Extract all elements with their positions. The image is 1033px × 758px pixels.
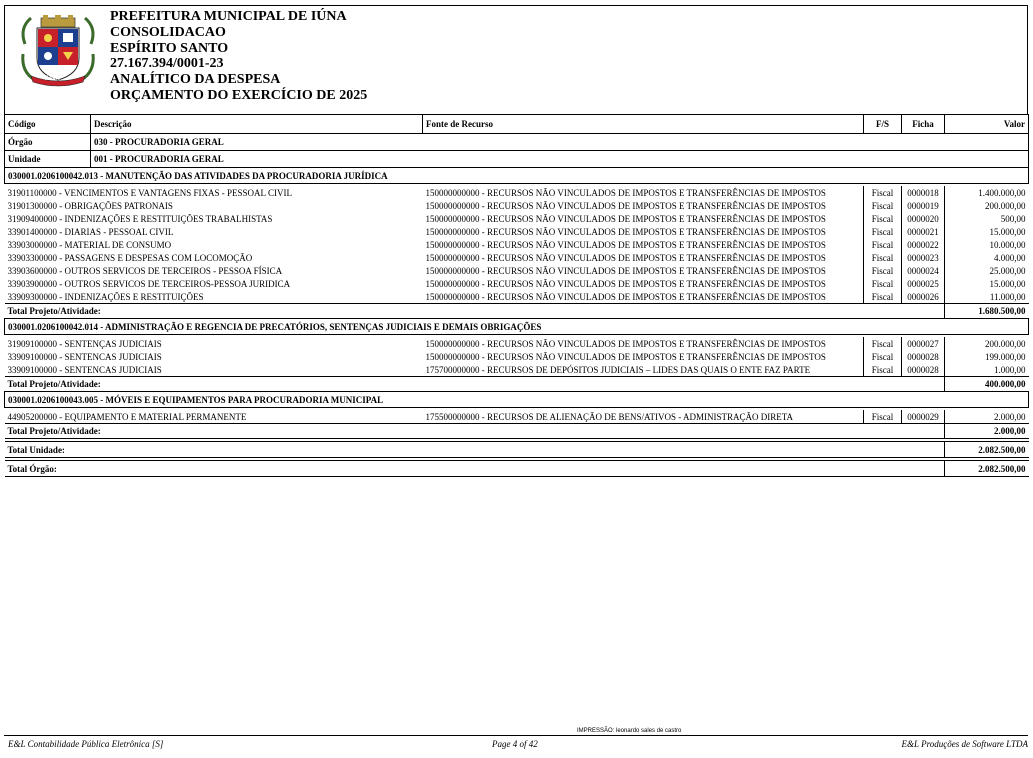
project-code: 030001.0206100042.014 [8, 321, 98, 332]
resource-source: 150000000000 - RECURSOS NÃO VINCULADOS DE IMPOSTOS E TRANSFERÊNCIAS DE IMPOSTOS [425, 200, 826, 211]
orgao-value: 030 - PROCURADORIA GERAL [91, 134, 1029, 151]
ficha-number: 0000022 [902, 238, 945, 251]
project-row [5, 392, 1029, 408]
col-fonte: Fonte de Recurso [423, 115, 864, 134]
project-total-value: 2.000,00 [945, 424, 1029, 439]
resource-source: 150000000000 - RECURSOS NÃO VINCULADOS DE IMPOSTOS E TRANSFERÊNCIAS DE IMPOSTOS [425, 252, 826, 263]
table-row [5, 337, 1029, 350]
unidade-row [5, 151, 1029, 168]
fs-type: Fiscal [864, 290, 902, 304]
fs-type: Fiscal [864, 251, 902, 264]
orgao-label: Órgão [5, 134, 91, 151]
orgao-total-value: 2.082.500,00 [945, 461, 1029, 477]
footer-divider [4, 735, 1028, 736]
table-row [5, 186, 1029, 199]
expense-table [4, 114, 1029, 477]
fs-type: Fiscal [864, 212, 902, 225]
resource-source: 150000000000 - RECURSOS NÃO VINCULADOS DE IMPOSTOS E TRANSFERÊNCIAS DE IMPOSTOS [425, 239, 826, 250]
resource-source: 175500000000 - RECURSOS DE ALIENAÇÃO DE BENS/ATIVOS - ADMINISTRAÇÃO DIRETA [425, 411, 794, 422]
cnpj-number: 27.167.394/0001-23 [110, 56, 224, 72]
amount-value: 1.400.000,00 [945, 186, 1029, 199]
expense-description: 31901300000 - OBRIGAÇÕES PATRONAIS [7, 200, 173, 211]
project-code: 030001.0206100042.013 [8, 170, 98, 181]
project-name: - ADMINISTRAÇÃO E REGENCIA DE PRECATÓRIOS, SENTENÇAS JUDICIAIS E DEMAIS OBRIGAÇÕES [98, 321, 542, 332]
table-row [5, 350, 1029, 363]
resource-source: 150000000000 - RECURSOS NÃO VINCULADOS DE IMPOSTOS E TRANSFERÊNCIAS DE IMPOSTOS [425, 338, 826, 349]
fs-type: Fiscal [864, 225, 902, 238]
amount-value: 11.000,00 [945, 290, 1029, 304]
col-valor: Valor [945, 115, 1029, 134]
report-header [4, 5, 1028, 114]
footer-company: E&L Produções de Software LTDA [901, 739, 1028, 749]
unidade-label: Unidade [5, 151, 91, 168]
fs-type: Fiscal [864, 350, 902, 363]
project-code: 030001.0206100043.005 [8, 394, 98, 405]
resource-source: 150000000000 - RECURSOS NÃO VINCULADOS DE IMPOSTOS E TRANSFERÊNCIAS DE IMPOSTOS [425, 187, 826, 198]
ficha-number: 0000027 [902, 337, 945, 350]
project-total-label: Total Projeto/Atividade: [5, 424, 945, 439]
project-total-label: Total Projeto/Atividade: [5, 377, 945, 392]
expense-description: 33903000000 - MATERIAL DE CONSUMO [7, 239, 172, 250]
resource-source: 175700000000 - RECURSOS DE DEPÓSITOS JUDICIAIS – LIDES DAS QUAIS O ENTE FAZ PARTE [425, 364, 811, 375]
fs-type: Fiscal [864, 186, 902, 199]
unidade-value: 001 - PROCURADORIA GERAL [91, 151, 1029, 168]
resource-source: 150000000000 - RECURSOS NÃO VINCULADOS DE IMPOSTOS E TRANSFERÊNCIAS DE IMPOSTOS [425, 351, 826, 362]
expense-description: 31901100000 - VENCIMENTOS E VANTAGENS FIXAS - PESSOAL CIVIL [7, 187, 292, 198]
project-title [5, 168, 1029, 184]
expense-description: 33909100000 - SENTENCAS JUDICIAIS [7, 364, 162, 375]
budget-year: ORÇAMENTO DO EXERCÍCIO DE 2025 [110, 87, 368, 103]
project-name: - MANUTENÇÃO DAS ATIVIDADES DA PROCURADORIA JURÍDICA [98, 170, 388, 181]
project-row [5, 319, 1029, 335]
table-row [5, 290, 1029, 304]
ficha-number: 0000028 [902, 363, 945, 377]
amount-value: 1.000,00 [945, 363, 1029, 377]
ficha-number: 0000021 [902, 225, 945, 238]
amount-value: 200.000,00 [945, 199, 1029, 212]
project-name: - MÓVEIS E EQUIPAMENTOS PARA PROCURADORIA MUNICIPAL [98, 394, 384, 405]
table-row [5, 410, 1029, 424]
resource-source: 150000000000 - RECURSOS NÃO VINCULADOS DE IMPOSTOS E TRANSFERÊNCIAS DE IMPOSTOS [425, 291, 826, 302]
expense-description: 44905200000 - EQUIPAMENTO E MATERIAL PERMANENTE [7, 411, 247, 422]
col-descricao: Descrição [91, 115, 423, 134]
table-row [5, 363, 1029, 377]
ficha-number: 0000025 [902, 277, 945, 290]
amount-value: 25.000,00 [945, 264, 1029, 277]
amount-value: 2.000,00 [945, 410, 1029, 424]
fs-type: Fiscal [864, 337, 902, 350]
ficha-number: 0000026 [902, 290, 945, 304]
report-page [4, 5, 1028, 477]
column-header-row [5, 115, 1029, 134]
fs-type: Fiscal [864, 410, 902, 424]
expense-description: 33901400000 - DIARIAS - PESSOAL CIVIL [7, 226, 174, 237]
table-row [5, 225, 1029, 238]
project-total-label: Total Projeto/Atividade: [5, 304, 945, 319]
orgao-total-label: Total Órgão: [5, 461, 945, 477]
table-row [5, 277, 1029, 290]
print-user: IMPRESSÃO: leonardo sales de castro [577, 728, 682, 734]
project-total-row [5, 377, 1029, 392]
resource-source: 150000000000 - RECURSOS NÃO VINCULADOS DE IMPOSTOS E TRANSFERÊNCIAS DE IMPOSTOS [425, 265, 826, 276]
amount-value: 200.000,00 [945, 337, 1029, 350]
expense-description: 33903900000 - OUTROS SERVICOS DE TERCEIROS-PESSOA JURIDICA [7, 278, 291, 289]
project-title [5, 319, 1029, 335]
fs-type: Fiscal [864, 264, 902, 277]
ficha-number: 0000023 [902, 251, 945, 264]
project-total-value: 1.680.500,00 [945, 304, 1029, 319]
table-row [5, 264, 1029, 277]
resource-source: 150000000000 - RECURSOS NÃO VINCULADOS DE IMPOSTOS E TRANSFERÊNCIAS DE IMPOSTOS [425, 213, 826, 224]
ficha-number: 0000020 [902, 212, 945, 225]
expense-description: 31909400000 - INDENIZAÇÕES E RESTITUIÇÕES TRABALHISTAS [7, 213, 273, 224]
project-row [5, 168, 1029, 184]
expense-description: 33903300000 - PASSAGENS E DESPESAS COM LOCOMOÇÃO [7, 252, 253, 263]
amount-value: 15.000,00 [945, 277, 1029, 290]
ficha-number: 0000018 [902, 186, 945, 199]
project-total-row [5, 304, 1029, 319]
col-fs: F/S [864, 115, 902, 134]
orgao-row [5, 134, 1029, 151]
orgao-total-row [5, 461, 1029, 477]
report-type: ANALÍTICO DA DESPESA [110, 72, 281, 88]
project-total-value: 400.000,00 [945, 377, 1029, 392]
page-number: Page 4 of 42 [492, 739, 538, 749]
fs-type: Fiscal [864, 238, 902, 251]
col-ficha: Ficha [902, 115, 945, 134]
project-total-row [5, 424, 1029, 439]
ficha-number: 0000029 [902, 410, 945, 424]
footer-software: E&L Contabilidade Pública Eletrônica [S] [8, 739, 164, 749]
fs-type: Fiscal [864, 277, 902, 290]
crest-label: IÚNA [45, 76, 60, 82]
table-row [5, 251, 1029, 264]
resource-source: 150000000000 - RECURSOS NÃO VINCULADOS DE IMPOSTOS E TRANSFERÊNCIAS DE IMPOSTOS [425, 226, 826, 237]
state-name: ESPÍRITO SANTO [110, 40, 229, 56]
municipality-name: PREFEITURA MUNICIPAL DE IÚNA [110, 9, 347, 24]
ficha-number: 0000019 [902, 199, 945, 212]
ficha-number: 0000024 [902, 264, 945, 277]
unidade-total-value: 2.082.500,00 [945, 442, 1029, 458]
expense-description: 33903600000 - OUTROS SERVICOS DE TERCEIROS - PESSOA FÍSICA [7, 265, 283, 276]
unidade-total-row [5, 442, 1029, 458]
amount-value: 4.000,00 [945, 251, 1029, 264]
resource-source: 150000000000 - RECURSOS NÃO VINCULADOS DE IMPOSTOS E TRANSFERÊNCIAS DE IMPOSTOS [425, 278, 826, 289]
col-codigo: Código [5, 115, 91, 134]
unidade-total-label: Total Unidade: [5, 442, 945, 458]
ficha-number: 0000028 [902, 350, 945, 363]
table-row [5, 238, 1029, 251]
expense-description: 31909100000 - SENTENÇAS JUDICIAIS [7, 338, 162, 349]
amount-value: 500,00 [945, 212, 1029, 225]
amount-value: 10.000,00 [945, 238, 1029, 251]
report-title-block [110, 9, 367, 104]
table-row [5, 212, 1029, 225]
amount-value: 199.000,00 [945, 350, 1029, 363]
project-title [5, 392, 1029, 408]
expense-description: 33909300000 - INDENIZAÇÕES E RESTITUIÇÕES [7, 291, 204, 302]
table-row [5, 199, 1029, 212]
fs-type: Fiscal [864, 199, 902, 212]
consolidation-label: CONSOLIDACAO [110, 24, 226, 40]
expense-description: 33909100000 - SENTENCAS JUDICIAIS [7, 351, 162, 362]
amount-value: 15.000,00 [945, 225, 1029, 238]
fs-type: Fiscal [864, 363, 902, 377]
